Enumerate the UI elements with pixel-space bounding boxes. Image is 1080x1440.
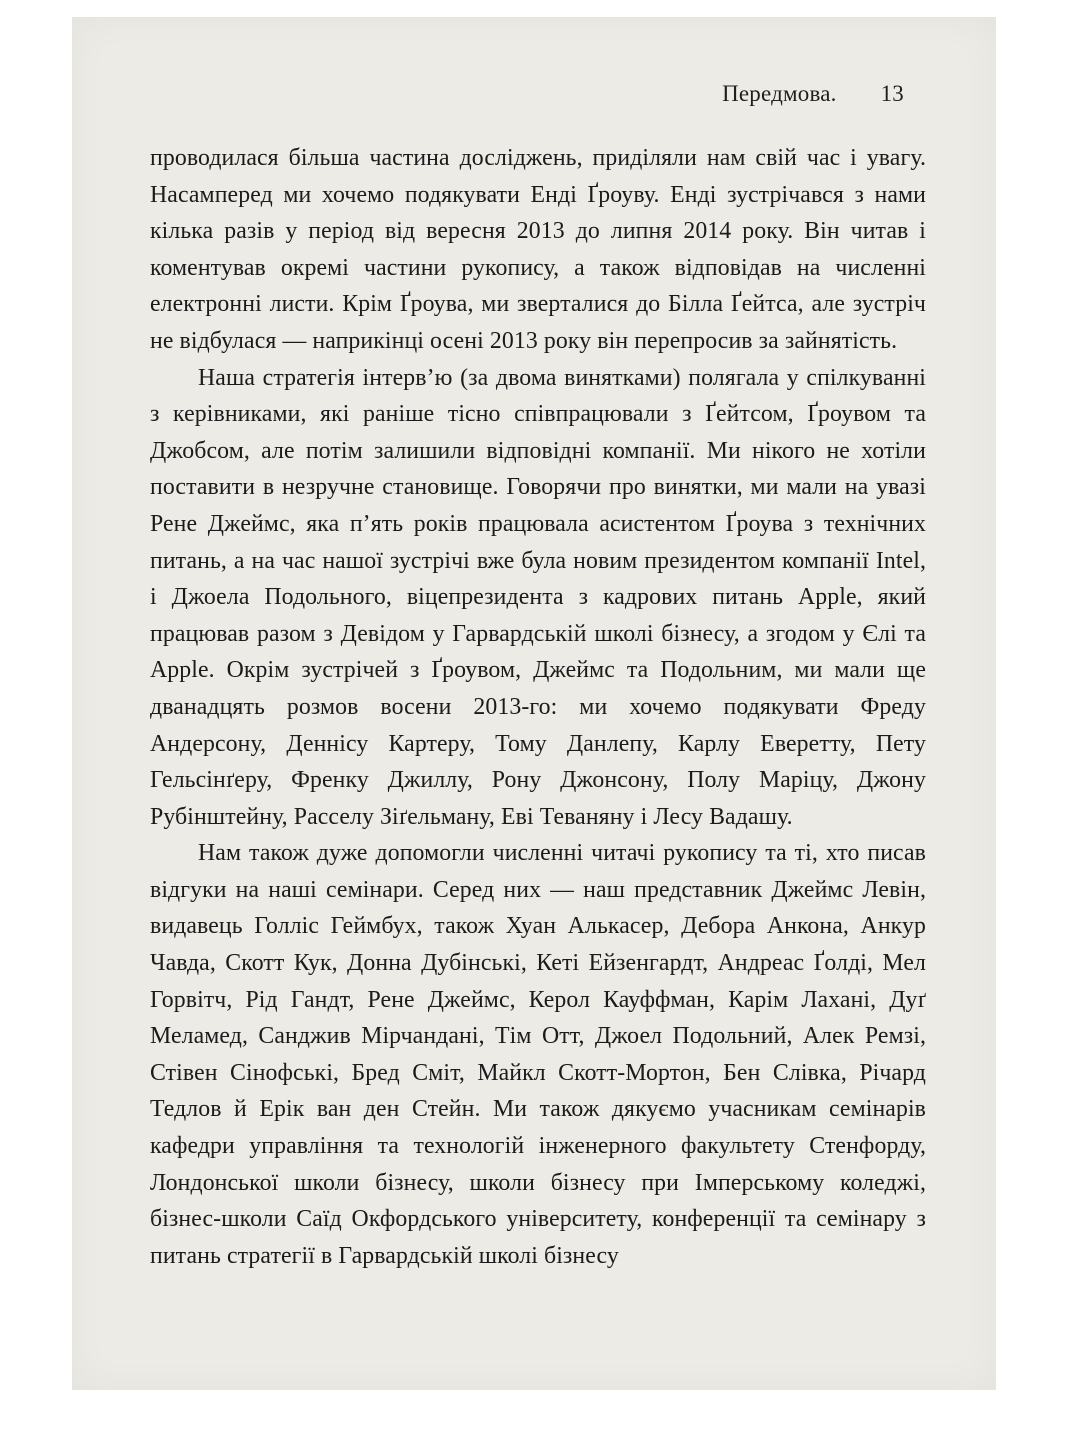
paragraph-1: проводилася більша частина досліджень, приділяли нам свій час і увагу. Насамперед ми хочемо подякувати Енді Ґроуву. Енді зустрічався з нами кілька разів у період від вересня 2013 до липня 2014 року. Він читав і коментував окремі частини рукопису, а також відповідав на численні електронні листи. Крім Ґроува, ми зверталися до Білла Ґейтса, але зустріч не відбулася — наприкінці осені 2013 року він перепросив за зайнятість. bbox=[150, 145, 926, 354]
page-number: 13 bbox=[880, 81, 904, 106]
paragraph-2: Наша стратегія інтерв’ю (за двома винятками) полягала у спілкуванні з керівниками, які раніше тісно співпрацювали з Ґейтсом, Ґроувом та Джобсом, але потім залишили відповідні компанії. Ми нікого не хотіли поставити в незручне становище. Говорячи про винятки, ми мали на увазі Рене Джеймс, яка п’ять років працювала асистентом Ґроува з технічних питань, а на час нашої зустрічі вже була новим президентом компанії Intel, і Джоела Подольного, віцепрезидента з кадрових питань Apple, який працював разом з Девідом у Гарвардській школі бізнесу, а згодом у Єлі та Apple. Окрім зустрічей з Ґроувом, Джеймс та Подольним, ми мали ще дванадцять розмов восени 2013-го: ми хочемо подякувати Фреду Андерсону, Деннісу Картеру, Тому Данлепу, Карлу Еверетту, Пету Гельсінґеру, Френку Джиллу, Рону Джонсону, Полу Маріцу, Джону Рубінштейну, Расселу Зіґельману, Еві Теваняну і Лесу Вадашу. bbox=[150, 364, 926, 830]
paragraph-3: Нам також дуже допомогли численні читачі рукопису та ті, хто писав відгуки на наші семінари. Серед них — наш представник Джеймс Левін, видавець Голліс Геймбух, також Хуан Алькасер, Дебора Анкона, Анкур Чавда, Скотт Кук, Донна Дубінські, Кеті Ейзенгардт, Андреас Ґолді, Мел Горвітч, Рід Гандт, Рене Джеймс, Керол Кауффман, Карім Лахані, Дуґ Меламед, Санджив Мірчандані, Тім Отт, Джоел Подольний, Алек Ремзі, Стівен Сінофські, Бред Сміт, Майкл Скотт-Мортон, Бен Слівка, Річард Тедлов й Ерік ван ден Стейн. Ми також дякуємо учасникам семінарів кафедри управління та технологій інженерного факультету Стенфорду, Лондонської школи бізнесу, школи бізнесу при Імперському коледжі, бізнес-школи Саїд Окфордського університету, конференції та семінару з питань стратегії в Гарвардській школі бізнесу bbox=[150, 840, 926, 1269]
chapter-title: Передмова. bbox=[722, 81, 837, 106]
running-head bbox=[722, 81, 904, 107]
book-page bbox=[72, 17, 996, 1390]
body-text bbox=[150, 140, 926, 1274]
